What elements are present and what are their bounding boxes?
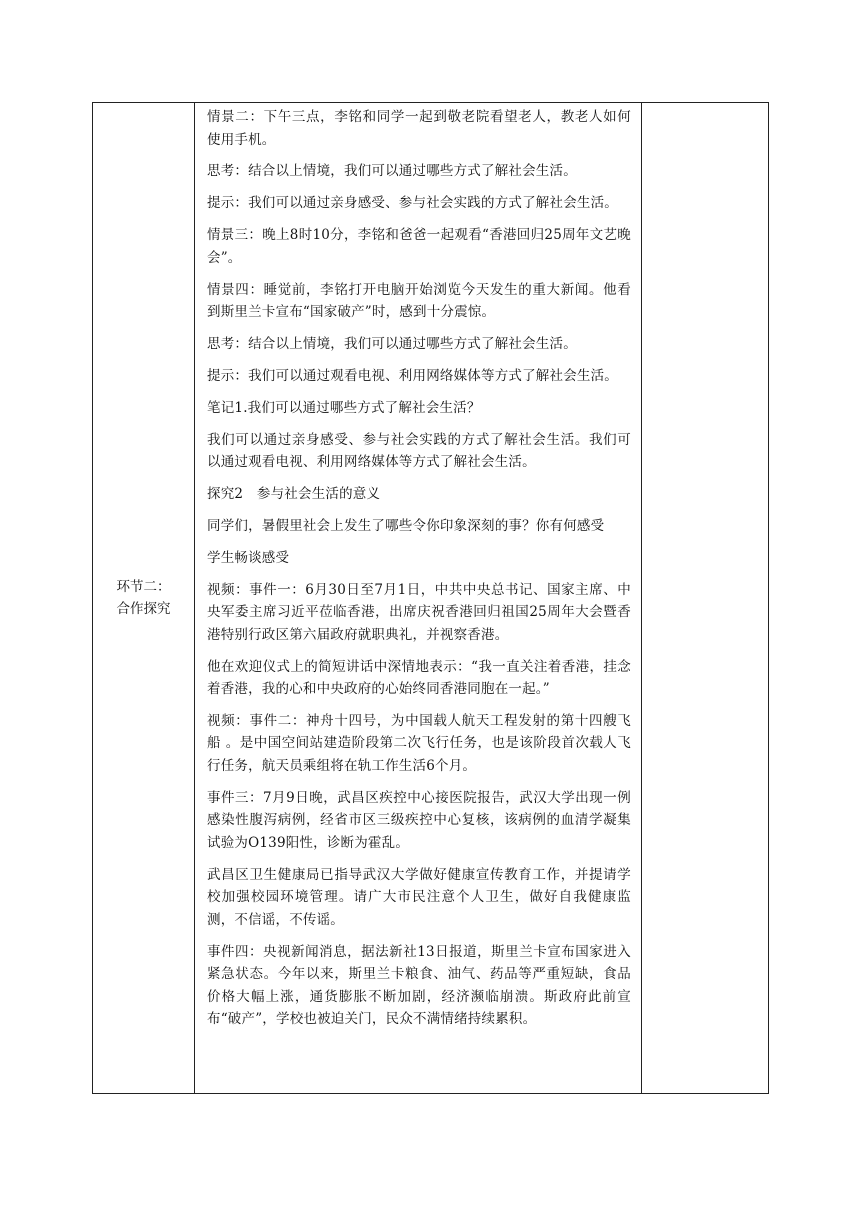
section-label-cell (93, 103, 195, 1094)
paragraph: 提示：我们可以通过亲身感受、参与社会实践的方式了解社会生活。 (207, 195, 618, 212)
paragraph: 同学们，暑假里社会上发生了哪些令你印象深刻的事？你有何感受 (207, 517, 605, 534)
paragraph: 情景二：下午三点，李铭和同学一起到敬老院看望老人，教老人如何使用手机。 (207, 109, 631, 148)
paragraph: 武昌区卫生健康局已指导武汉大学做好健康宣传教育工作，并提请学校加强校园环境管理。请广大市民注意个人卫生，做好自我健康监测，不信谣，不传谣。 (207, 866, 631, 928)
section-label-line2: 合作探究 (116, 601, 171, 617)
lesson-plan-table (92, 102, 769, 1094)
paragraph: 思考：结合以上情境，我们可以通过哪些方式了解社会生活。 (207, 163, 577, 180)
paragraph: 视频：事件一：6月30日至7月1日，中共中央总书记、国家主席、中央军委主席习近平莅临香港，出席庆祝香港回归祖国25周年大会暨香港特别行政区第六届政府就职典礼，并视察香港。 (207, 581, 631, 643)
paragraph: 思考：结合以上情境，我们可以通过哪些方式了解社会生活。 (207, 335, 577, 352)
paragraph: 提示：我们可以通过观看电视、利用网络媒体等方式了解社会生活。 (207, 367, 618, 384)
paragraph: 情景三：晚上8时10分，李铭和爸爸一起观看“香港回归25周年文艺晚会”。 (207, 227, 631, 266)
paragraph: 视频：事件二：神舟十四号，为中国载人航天工程发射的第十四艘飞船 。是中国空间站建造阶段第二次飞行任务，也是该阶段首次载人飞行任务，航天员乘组将在轨工作生活6个月。 (207, 712, 631, 774)
paragraph: 探究2 参与社会生活的意义 (207, 486, 381, 503)
paragraph: 他在欢迎仪式上的简短讲话中深情地表示：“我一直关注着香港，挂念着香港，我的心和中央政府的心始终同香港同胞在一起。” (207, 658, 631, 698)
table-row (93, 103, 769, 1094)
paragraph: 事件三：7月9日晚，武昌区疾控中心接医院报告，武汉大学出现一例感染性腹泻病例，经省市区三级疾控中心复核，该病例的血清学凝集试验为O139阳性，诊断为霍乱。 (207, 789, 631, 851)
paragraph: 情景四：睡觉前，李铭打开电脑开始浏览今天发生的重大新闻。他看到斯里兰卡宣布“国家破产”时，感到十分震惊。 (207, 281, 631, 321)
content-cell (195, 103, 642, 1094)
paragraph: 事件四：央视新闻消息，据法新社13日报道，斯里兰卡宣布国家进入紧急状态。今年以来，斯里兰卡粮食、油气、药品等严重短缺，食品价格大幅上涨，通货膨胀不断加剧，经济濒临崩溃。斯政府此前宣布“破产”，学校也被迫关门，民众不满情绪持续累积。 (207, 943, 631, 1028)
section-label-line1: 环节二： (116, 579, 171, 595)
paragraph: 笔记1.我们可以通过哪些方式了解社会生活？ (207, 399, 481, 416)
notes-cell (642, 103, 769, 1094)
paragraph: 学生畅谈感受 (207, 549, 290, 566)
paragraph: 我们可以通过亲身感受、参与社会实践的方式了解社会生活。我们可以通过观看电视、利用网络媒体等方式了解社会生活。 (207, 431, 631, 471)
